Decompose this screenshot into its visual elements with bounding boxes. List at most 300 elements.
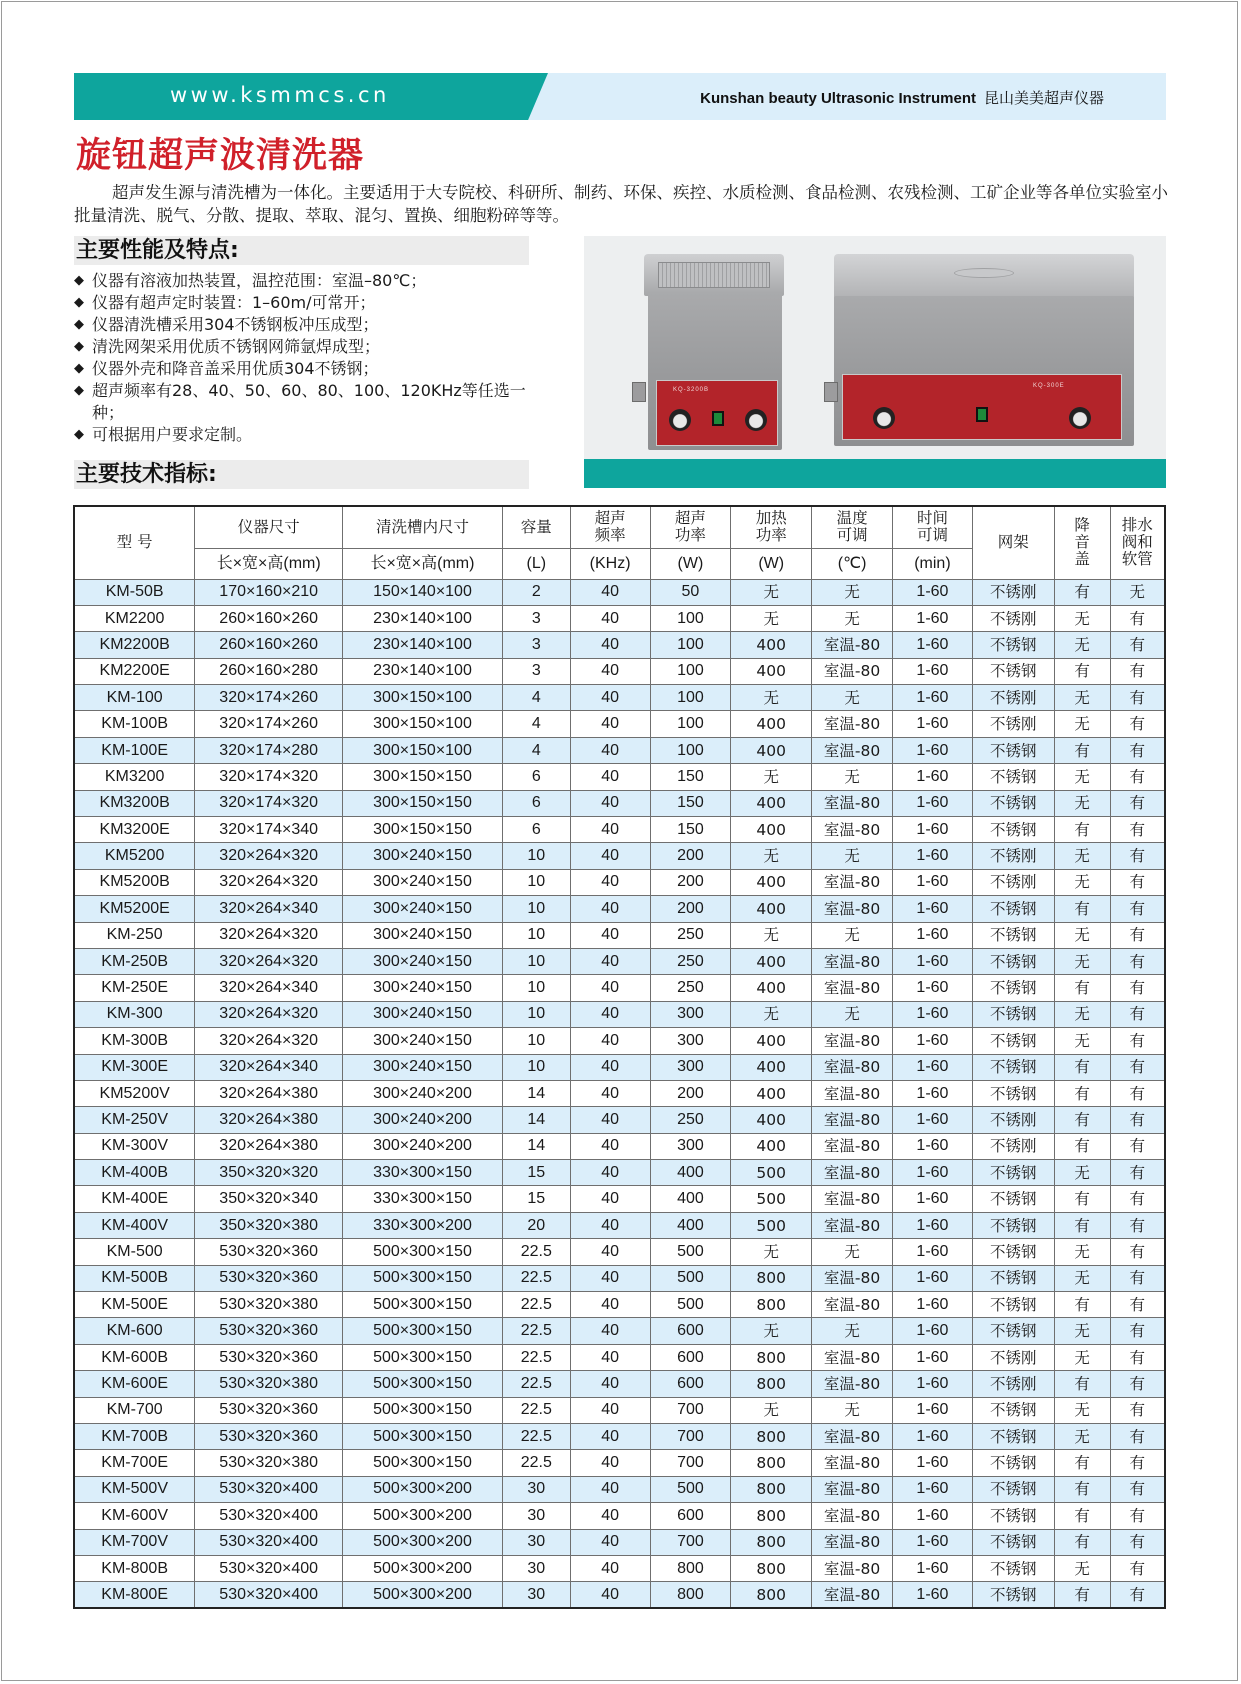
table-row: [74, 1080, 1165, 1106]
ultrasonic-cleaner-large-image: KQ-300E: [824, 254, 1144, 454]
cell-model: KM-400V: [74, 1212, 195, 1238]
cell-capacity: 10: [502, 843, 570, 869]
cell-lid: 无: [1054, 764, 1110, 790]
cell-time: 1-60: [893, 658, 973, 684]
cell-lid: 有: [1054, 1054, 1110, 1080]
cell-basket: 不锈钢: [972, 632, 1054, 658]
cell-lid: 无: [1054, 922, 1110, 948]
cell-lid: 无: [1054, 605, 1110, 631]
cell-time: 1-60: [893, 817, 973, 843]
cell-capacity: 10: [502, 948, 570, 974]
cell-temperature: 室温-80: [812, 948, 893, 974]
cell-capacity: 22.5: [502, 1424, 570, 1450]
table-row: [74, 1344, 1165, 1370]
cell-frequency: 40: [570, 1344, 650, 1370]
cell-time: 1-60: [893, 1160, 973, 1186]
cell-model: KM-100E: [74, 737, 195, 763]
cell-ultrasonic-power: 100: [650, 632, 731, 658]
col-header-capacity: 容量: [502, 506, 570, 548]
cell-model: KM-500V: [74, 1476, 195, 1502]
table-row: [74, 948, 1165, 974]
cell-heating-power: 400: [731, 975, 812, 1001]
cell-basket: 不锈钢: [972, 1292, 1054, 1318]
cell-basket: 不锈钢: [972, 948, 1054, 974]
unit-time: (min): [893, 548, 973, 579]
cell-time: 1-60: [893, 1239, 973, 1265]
cell-drain: 有: [1110, 975, 1165, 1001]
cell-capacity: 22.5: [502, 1344, 570, 1370]
cell-basket: 不锈钢: [972, 1397, 1054, 1423]
cell-temperature: 室温-80: [812, 1371, 893, 1397]
diamond-bullet-icon: ◆: [74, 273, 84, 288]
cell-lid: 无: [1054, 1001, 1110, 1027]
cell-capacity: 6: [502, 790, 570, 816]
cell-ultrasonic-power: 150: [650, 817, 731, 843]
cell-lid: 有: [1054, 1212, 1110, 1238]
cell-model: KM-700E: [74, 1450, 195, 1476]
cell-drain: 有: [1110, 1001, 1165, 1027]
cell-lid: 无: [1054, 1028, 1110, 1054]
cell-temperature: 无: [812, 1239, 893, 1265]
cell-drain: 有: [1110, 1028, 1165, 1054]
cell-ultrasonic-power: 300: [650, 1001, 731, 1027]
cell-model: KM-600V: [74, 1503, 195, 1529]
cell-temperature: 室温-80: [812, 896, 893, 922]
table-row: [74, 1133, 1165, 1159]
cell-drain: 有: [1110, 1186, 1165, 1212]
cell-temperature: 室温-80: [812, 790, 893, 816]
cell-basket: 不锈钢: [972, 658, 1054, 684]
cell-device-size: 530×320×360: [195, 1265, 343, 1291]
cell-capacity: 3: [502, 658, 570, 684]
cell-frequency: 40: [570, 1292, 650, 1318]
table-row: [74, 1424, 1165, 1450]
cell-drain: 有: [1110, 1371, 1165, 1397]
cell-temperature: 室温-80: [812, 1555, 893, 1581]
unit-temperature: (℃): [812, 548, 893, 579]
cell-heating-power: 800: [731, 1344, 812, 1370]
cell-model: KM3200B: [74, 790, 195, 816]
cell-temperature: 室温-80: [812, 1080, 893, 1106]
cell-tank-size: 300×240×200: [343, 1133, 503, 1159]
cell-ultrasonic-power: 700: [650, 1529, 731, 1555]
cell-heating-power: 800: [731, 1265, 812, 1291]
cell-capacity: 14: [502, 1080, 570, 1106]
cell-frequency: 40: [570, 685, 650, 711]
cell-heating-power: 800: [731, 1292, 812, 1318]
cell-ultrasonic-power: 700: [650, 1397, 731, 1423]
cell-tank-size: 230×140×100: [343, 632, 503, 658]
cell-ultrasonic-power: 200: [650, 896, 731, 922]
cell-ultrasonic-power: 250: [650, 922, 731, 948]
table-row: [74, 764, 1165, 790]
cell-model: KM5200V: [74, 1080, 195, 1106]
cell-capacity: 30: [502, 1503, 570, 1529]
cell-time: 1-60: [893, 896, 973, 922]
cell-model: KM-300: [74, 1001, 195, 1027]
cell-temperature: 室温-80: [812, 1160, 893, 1186]
cell-drain: 有: [1110, 711, 1165, 737]
cell-lid: 有: [1054, 1133, 1110, 1159]
cell-drain: 有: [1110, 1503, 1165, 1529]
cell-basket: 不锈钢: [972, 1160, 1054, 1186]
table-row: [74, 1555, 1165, 1581]
col-header-time-adjust: 时间 可调: [893, 506, 973, 548]
cell-model: KM5200B: [74, 869, 195, 895]
cell-device-size: 350×320×340: [195, 1186, 343, 1212]
feature-item: ◆ 可根据用户要求定制。: [74, 425, 253, 444]
table-row: [74, 1001, 1165, 1027]
table-row: [74, 896, 1165, 922]
cell-temperature: 无: [812, 1318, 893, 1344]
cell-tank-size: 300×150×150: [343, 790, 503, 816]
cell-time: 1-60: [893, 1397, 973, 1423]
cell-tank-size: 500×300×200: [343, 1529, 503, 1555]
cell-time: 1-60: [893, 1476, 973, 1502]
cell-device-size: 170×160×210: [195, 579, 343, 605]
table-header-row: [74, 506, 1165, 548]
cell-frequency: 40: [570, 1555, 650, 1581]
cell-device-size: 530×320×360: [195, 1318, 343, 1344]
cell-time: 1-60: [893, 764, 973, 790]
cell-ultrasonic-power: 100: [650, 685, 731, 711]
cell-model: KM-300V: [74, 1133, 195, 1159]
cell-time: 1-60: [893, 1318, 973, 1344]
cell-tank-size: 500×300×150: [343, 1239, 503, 1265]
cell-tank-size: 300×240×200: [343, 1107, 503, 1133]
cell-capacity: 2: [502, 579, 570, 605]
cell-time: 1-60: [893, 1001, 973, 1027]
cell-time: 1-60: [893, 1424, 973, 1450]
table-row: [74, 632, 1165, 658]
cell-ultrasonic-power: 800: [650, 1555, 731, 1581]
cell-heating-power: 800: [731, 1582, 812, 1608]
cell-time: 1-60: [893, 975, 973, 1001]
features-list: [74, 270, 534, 446]
cell-basket: 不锈刚: [972, 843, 1054, 869]
cell-model: KM-600: [74, 1318, 195, 1344]
cell-basket: 不锈钢: [972, 737, 1054, 763]
cell-drain: 无: [1110, 579, 1165, 605]
cell-tank-size: 300×240×200: [343, 1080, 503, 1106]
cell-time: 1-60: [893, 685, 973, 711]
cell-time: 1-60: [893, 737, 973, 763]
cell-capacity: 6: [502, 817, 570, 843]
cell-drain: 有: [1110, 685, 1165, 711]
cell-frequency: 40: [570, 817, 650, 843]
cell-device-size: 320×264×380: [195, 1133, 343, 1159]
cell-heating-power: 400: [731, 1107, 812, 1133]
col-header-ultrasonic-power: 超声 功率: [650, 506, 731, 548]
table-row: [74, 975, 1165, 1001]
cell-ultrasonic-power: 600: [650, 1344, 731, 1370]
cell-ultrasonic-power: 800: [650, 1582, 731, 1608]
website-url[interactable]: www.ksmmcs.cn: [170, 83, 390, 107]
cell-temperature: 室温-80: [812, 869, 893, 895]
cell-tank-size: 500×300×150: [343, 1344, 503, 1370]
cell-temperature: 无: [812, 685, 893, 711]
product-intro: 超声发生源与清洗槽为一体化。主要适用于大专院校、科研所、制药、环保、疾控、水质检测、食品检测、农残检测、工矿企业等各单位实验室小批量清洗、脱气、分散、提取、萃取、混匀、置换、细胞粉碎等等。: [74, 183, 1168, 225]
ultrasonic-cleaner-small-image: KQ-3200B: [632, 254, 782, 454]
cell-ultrasonic-power: 500: [650, 1292, 731, 1318]
diamond-bullet-icon: ◆: [74, 317, 84, 332]
cell-model: KM-100B: [74, 711, 195, 737]
cell-device-size: 260×160×280: [195, 658, 343, 684]
cell-model: KM5200: [74, 843, 195, 869]
feature-item: ◆ 仪器外壳和降音盖采用优质304不锈钢；: [74, 359, 379, 378]
cell-device-size: 320×264×320: [195, 922, 343, 948]
table-row: [74, 1054, 1165, 1080]
table-row: [74, 817, 1165, 843]
unit-device-size: 长×宽×高(mm): [195, 548, 343, 579]
cell-heating-power: 无: [731, 1318, 812, 1344]
cell-heating-power: 无: [731, 1239, 812, 1265]
cell-model: KM-800B: [74, 1555, 195, 1581]
cell-heating-power: 800: [731, 1371, 812, 1397]
cell-lid: 有: [1054, 1292, 1110, 1318]
cell-device-size: 320×174×340: [195, 817, 343, 843]
cell-basket: 不锈钢: [972, 1028, 1054, 1054]
cell-lid: 无: [1054, 1397, 1110, 1423]
cell-temperature: 室温-80: [812, 1344, 893, 1370]
cell-frequency: 40: [570, 922, 650, 948]
cell-device-size: 530×320×400: [195, 1529, 343, 1555]
cell-temperature: 室温-80: [812, 1450, 893, 1476]
feature-item: ◆ 仪器清洗槽采用304不锈钢板冲压成型；: [74, 315, 379, 334]
cell-ultrasonic-power: 100: [650, 711, 731, 737]
cell-time: 1-60: [893, 711, 973, 737]
cell-heating-power: 800: [731, 1555, 812, 1581]
cell-capacity: 30: [502, 1476, 570, 1502]
cell-device-size: 320×264×320: [195, 1001, 343, 1027]
cell-tank-size: 230×140×100: [343, 658, 503, 684]
cell-lid: 无: [1054, 685, 1110, 711]
cell-basket: 不锈钢: [972, 1186, 1054, 1212]
cell-time: 1-60: [893, 869, 973, 895]
cell-drain: 有: [1110, 737, 1165, 763]
cell-drain: 有: [1110, 1476, 1165, 1502]
cell-model: KM-600B: [74, 1344, 195, 1370]
cell-temperature: 室温-80: [812, 1476, 893, 1502]
cell-capacity: 14: [502, 1107, 570, 1133]
cell-device-size: 320×264×340: [195, 1054, 343, 1080]
cell-ultrasonic-power: 200: [650, 1080, 731, 1106]
cell-frequency: 40: [570, 1476, 650, 1502]
cell-temperature: 室温-80: [812, 975, 893, 1001]
cell-lid: 有: [1054, 1186, 1110, 1212]
cell-tank-size: 330×300×200: [343, 1212, 503, 1238]
feature-item: ◆ 清洗网架采用优质不锈钢网筛氩焊成型；: [74, 337, 381, 356]
cell-tank-size: 300×240×150: [343, 1028, 503, 1054]
cell-frequency: 40: [570, 975, 650, 1001]
cell-ultrasonic-power: 500: [650, 1476, 731, 1502]
col-header-model: 型 号: [74, 506, 195, 579]
cell-time: 1-60: [893, 579, 973, 605]
cell-time: 1-60: [893, 1186, 973, 1212]
cell-drain: 有: [1110, 1080, 1165, 1106]
table-row: [74, 790, 1165, 816]
cell-ultrasonic-power: 400: [650, 1212, 731, 1238]
cell-frequency: 40: [570, 737, 650, 763]
cell-frequency: 40: [570, 579, 650, 605]
cell-device-size: 320×174×260: [195, 685, 343, 711]
diamond-bullet-icon: ◆: [74, 361, 84, 376]
cell-frequency: 40: [570, 1371, 650, 1397]
cell-capacity: 10: [502, 1001, 570, 1027]
cell-drain: 有: [1110, 948, 1165, 974]
cell-model: KM-400E: [74, 1186, 195, 1212]
cell-time: 1-60: [893, 1080, 973, 1106]
cell-basket: 不锈钢: [972, 1450, 1054, 1476]
cell-frequency: 40: [570, 1186, 650, 1212]
table-row: [74, 1160, 1165, 1186]
cell-time: 1-60: [893, 1133, 973, 1159]
cell-frequency: 40: [570, 1529, 650, 1555]
diamond-bullet-icon: ◆: [74, 295, 84, 310]
cell-device-size: 530×320×360: [195, 1239, 343, 1265]
cell-temperature: 室温-80: [812, 1212, 893, 1238]
cell-capacity: 30: [502, 1529, 570, 1555]
cell-drain: 有: [1110, 1344, 1165, 1370]
table-row: [74, 1186, 1165, 1212]
cell-tank-size: 500×300×150: [343, 1397, 503, 1423]
cell-lid: 有: [1054, 1582, 1110, 1608]
cell-frequency: 40: [570, 843, 650, 869]
cell-drain: 有: [1110, 1265, 1165, 1291]
cell-model: KM-250E: [74, 975, 195, 1001]
table-row: [74, 1265, 1165, 1291]
cell-drain: 有: [1110, 632, 1165, 658]
cell-capacity: 10: [502, 922, 570, 948]
cell-basket: 不锈钢: [972, 896, 1054, 922]
cell-frequency: 40: [570, 896, 650, 922]
cell-model: KM-100: [74, 685, 195, 711]
cell-basket: 不锈钢: [972, 922, 1054, 948]
cell-ultrasonic-power: 300: [650, 1054, 731, 1080]
specs-heading: 主要技术指标:: [74, 460, 529, 489]
cell-model: KM2200E: [74, 658, 195, 684]
cell-model: KM-500E: [74, 1292, 195, 1318]
cell-drain: 有: [1110, 1212, 1165, 1238]
company-name-cn: 昆山美美超声仪器: [983, 90, 1104, 107]
cell-lid: 有: [1054, 658, 1110, 684]
cell-lid: 无: [1054, 1344, 1110, 1370]
diamond-bullet-icon: ◆: [74, 427, 84, 442]
cell-basket: 不锈钢: [972, 975, 1054, 1001]
cell-temperature: 室温-80: [812, 1503, 893, 1529]
cell-tank-size: 500×300×150: [343, 1371, 503, 1397]
cell-device-size: 320×264×380: [195, 1080, 343, 1106]
cell-model: KM-300E: [74, 1054, 195, 1080]
cell-basket: 不锈钢: [972, 1529, 1054, 1555]
cell-ultrasonic-power: 500: [650, 1239, 731, 1265]
cell-model: KM3200: [74, 764, 195, 790]
cell-tank-size: 300×150×100: [343, 711, 503, 737]
cell-time: 1-60: [893, 1582, 973, 1608]
cell-temperature: 无: [812, 579, 893, 605]
cell-frequency: 40: [570, 711, 650, 737]
cell-temperature: 无: [812, 922, 893, 948]
cell-drain: 有: [1110, 896, 1165, 922]
cell-frequency: 40: [570, 658, 650, 684]
cell-device-size: 320×264×320: [195, 869, 343, 895]
cell-capacity: 4: [502, 685, 570, 711]
cell-capacity: 10: [502, 1054, 570, 1080]
cell-ultrasonic-power: 250: [650, 975, 731, 1001]
cell-capacity: 15: [502, 1160, 570, 1186]
cell-temperature: 无: [812, 1001, 893, 1027]
cell-time: 1-60: [893, 1450, 973, 1476]
cell-model: KM-700B: [74, 1424, 195, 1450]
cell-device-size: 260×160×260: [195, 605, 343, 631]
cell-lid: 有: [1054, 1503, 1110, 1529]
cell-heating-power: 500: [731, 1160, 812, 1186]
cell-drain: 有: [1110, 817, 1165, 843]
cell-model: KM-600E: [74, 1371, 195, 1397]
cell-basket: 不锈刚: [972, 711, 1054, 737]
col-header-tank-size: 清洗槽内尺寸: [343, 506, 503, 548]
cell-heating-power: 400: [731, 790, 812, 816]
cell-temperature: 无: [812, 764, 893, 790]
cell-basket: 不锈刚: [972, 579, 1054, 605]
table-row: [74, 711, 1165, 737]
col-header-temp-adjust: 温度 可调: [812, 506, 893, 548]
cell-tank-size: 300×150×100: [343, 685, 503, 711]
cell-drain: 有: [1110, 764, 1165, 790]
cell-heating-power: 无: [731, 605, 812, 631]
col-header-basket: 网架: [972, 506, 1054, 579]
cell-temperature: 室温-80: [812, 658, 893, 684]
cell-basket: 不锈钢: [972, 1476, 1054, 1502]
cell-basket: 不锈刚: [972, 685, 1054, 711]
cell-frequency: 40: [570, 1265, 650, 1291]
cell-tank-size: 300×240×150: [343, 1054, 503, 1080]
cell-time: 1-60: [893, 1107, 973, 1133]
table-row: [74, 843, 1165, 869]
table-row: [74, 1450, 1165, 1476]
cell-lid: 有: [1054, 1529, 1110, 1555]
cell-frequency: 40: [570, 632, 650, 658]
cell-temperature: 室温-80: [812, 711, 893, 737]
cell-heating-power: 400: [731, 632, 812, 658]
cell-frequency: 40: [570, 1424, 650, 1450]
cell-tank-size: 500×300×150: [343, 1424, 503, 1450]
cell-temperature: 室温-80: [812, 737, 893, 763]
cell-device-size: 350×320×320: [195, 1160, 343, 1186]
cell-device-size: 530×320×360: [195, 1344, 343, 1370]
cell-model: KM-50B: [74, 579, 195, 605]
cell-drain: 有: [1110, 1107, 1165, 1133]
cell-device-size: 320×264×320: [195, 843, 343, 869]
product-title: 旋钮超声波清洗器: [76, 136, 365, 176]
cell-lid: 有: [1054, 1080, 1110, 1106]
cell-ultrasonic-power: 600: [650, 1318, 731, 1344]
cell-device-size: 530×320×360: [195, 1424, 343, 1450]
cell-heating-power: 500: [731, 1186, 812, 1212]
cell-ultrasonic-power: 150: [650, 764, 731, 790]
cell-ultrasonic-power: 150: [650, 790, 731, 816]
cell-lid: 无: [1054, 843, 1110, 869]
diamond-bullet-icon: ◆: [74, 339, 84, 354]
col-header-heating-power: 加热 功率: [731, 506, 812, 548]
cell-capacity: 10: [502, 1028, 570, 1054]
cell-capacity: 22.5: [502, 1239, 570, 1265]
cell-lid: 有: [1054, 1107, 1110, 1133]
table-row: [74, 922, 1165, 948]
cell-time: 1-60: [893, 948, 973, 974]
table-row: [74, 1476, 1165, 1502]
cell-capacity: 22.5: [502, 1265, 570, 1291]
